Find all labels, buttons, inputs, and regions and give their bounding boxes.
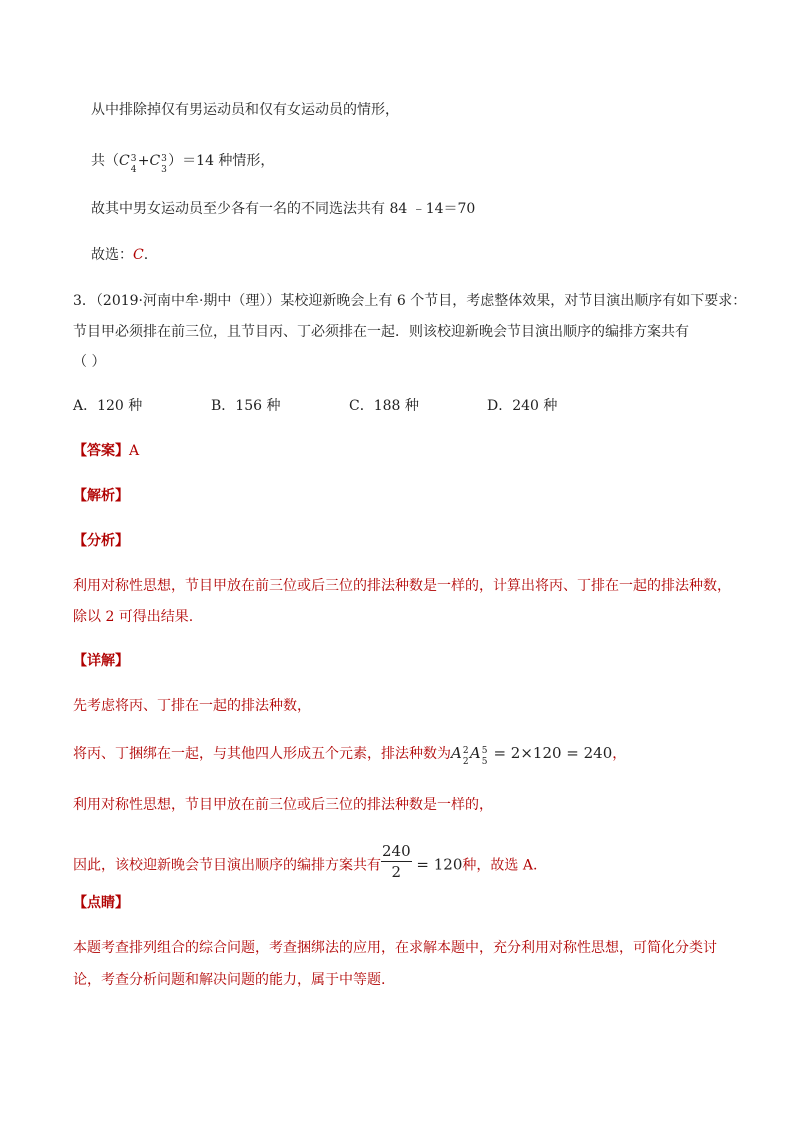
dianjing-line-2: 论，考查分析问题和解决问题的能力，属于中等题. [73, 972, 386, 988]
fraction [381, 841, 412, 882]
detail-line-2 [73, 743, 627, 767]
c2-sup: 3 [161, 154, 167, 164]
fenxi-line-1: 利用对称性思想，节目甲放在前三位或后三位的排法种数是一样的，计算出将丙、丁排在一起的排法种数， [73, 578, 731, 594]
question-stem-line-3: （ ） [73, 354, 106, 370]
solution-line-2 [91, 151, 275, 175]
question-stem-line-1: 3．（2019·河南中牟·期中（理））某校迎新晚会上有 6 个节目，考虑整体效果，对节目演出顺序有如下要求： [73, 293, 747, 309]
answer-value: A [129, 443, 140, 459]
detail-line-1: 先考虑将丙、丁排在一起的排法种数， [73, 698, 311, 714]
c2-sub: 3 [161, 165, 167, 175]
detail-line-4-prefix: 因此，该校迎新晚会节目演出顺序的编排方案共有 [73, 857, 381, 874]
answer-header: 【答案】 [73, 443, 129, 459]
c1-sub: 4 [130, 165, 137, 175]
answer-line [73, 441, 139, 461]
arrangement-a2-indices [481, 743, 489, 767]
detail-line-4-suffix: 种，故选 A. [462, 857, 538, 874]
a2-sub: 5 [481, 757, 488, 767]
solution-line-2-prefix: 共（ [91, 153, 119, 169]
combination-c1: C [119, 153, 130, 169]
arrangement-result: = 2×120 = 240 [488, 744, 613, 762]
solution-line-1: 从中排除掉仅有男运动员和仅有女运动员的情形， [91, 102, 399, 118]
arrangement-a1-indices [462, 743, 470, 767]
analysis-header: 【解析】 [73, 488, 129, 504]
arrangement-a2: A [469, 744, 481, 762]
a1-sub: 2 [462, 757, 469, 767]
fenxi-header: 【分析】 [73, 533, 129, 549]
plus-sign: + [137, 153, 150, 169]
combination-c2-indices [160, 151, 168, 175]
detail-line-2-suffix: ， [612, 746, 627, 762]
question-options [73, 396, 673, 416]
fenxi-line-2: 除以 2 可得出结果. [73, 609, 194, 625]
option-b: B．156 种 [211, 398, 281, 414]
detail-line-2-prefix: 将丙、丁捆绑在一起，与其他四人形成五个元素，排法种数为 [73, 746, 451, 762]
option-a: A．120 种 [73, 398, 143, 414]
option-c: C．188 种 [349, 398, 419, 414]
c1-sup: 3 [130, 154, 137, 164]
solution-line-3: 故其中男女运动员至少各有一名的不同选法共有 84 ﹣14＝70 [91, 201, 476, 217]
fraction-numerator: 240 [382, 842, 411, 860]
combination-c2: C [149, 153, 161, 169]
arrangement-a1: A [451, 744, 462, 762]
solution-line-2-suffix: ）＝14 种情形， [168, 153, 275, 169]
option-d: D．240 种 [487, 398, 558, 414]
question-stem-line-2: 节目甲必须排在前三位，且节目丙、丁必须排在一起．则该校迎新晚会节目演出顺序的编排方案共有 [73, 324, 689, 340]
dianjing-header: 【点睛】 [73, 895, 129, 911]
a1-sup: 2 [462, 746, 469, 756]
a2-sup: 5 [481, 746, 488, 756]
combination-c1-indices [130, 151, 138, 175]
final-choice-answer: C [133, 247, 144, 263]
final-choice-suffix: . [143, 247, 149, 263]
solution-line-4 [91, 245, 148, 265]
fraction-denominator: 2 [391, 863, 402, 881]
detail-line-3: 利用对称性思想，节目甲放在前三位或后三位的排法种数是一样的， [73, 797, 493, 813]
detail-header: 【详解】 [73, 653, 129, 669]
fraction-result: = 120 [411, 855, 463, 874]
detail-line-4 [73, 842, 538, 886]
dianjing-line-1: 本题考查排列组合的综合问题，考查捆绑法的应用，在求解本题中，充分利用对称性思想，可简化分类讨 [73, 940, 717, 956]
final-choice-prefix: 故选： [91, 247, 133, 263]
